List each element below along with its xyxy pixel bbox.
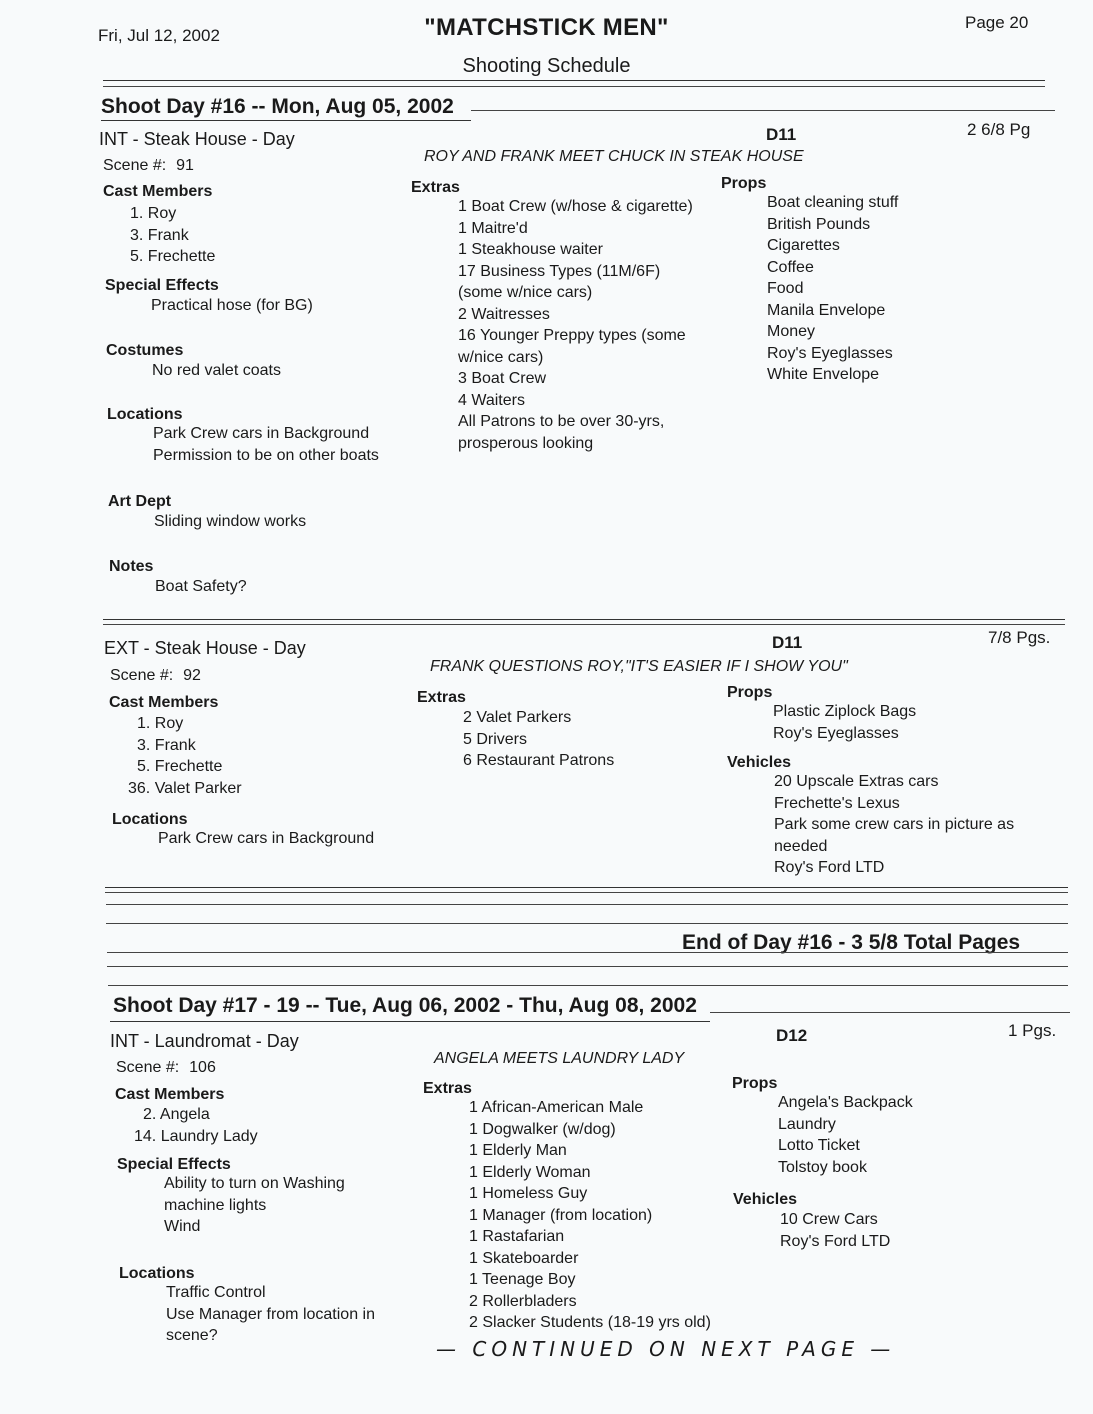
list-item: 36. Valet Parker [128,779,242,797]
list-item: Wind [164,1218,201,1235]
list-item: 5. Frechette [137,758,223,775]
list-item: Traffic Control [166,1284,266,1301]
divider [105,887,1068,888]
list-item: No red valet coats [152,362,281,379]
page-count: 1 Pgs. [1008,1021,1057,1040]
list-item: Laundry [778,1115,836,1133]
vehicles-list [774,771,1014,879]
scene-synopsis: ANGELA MEETS LAUNDRY LADY [434,1050,685,1067]
list-item: Park some crew cars in picture as [774,816,1015,833]
list-item: 4 Waiters [458,391,525,409]
scene-number-row [116,1059,216,1077]
costumes-list [152,360,281,382]
day-code: D11 [772,633,803,652]
list-item: 3. Frank [130,226,189,244]
list-item: Roy's Ford LTD [780,1232,891,1250]
list-item: Tolstoy book [778,1158,867,1176]
list-item: Use Manager from location in [166,1305,375,1323]
list-item: Angela's Backpack [778,1094,913,1111]
page-count: 7/8 Pgs. [988,628,1051,647]
divider [110,1021,710,1022]
vehicles-label: Vehicles [727,754,792,771]
list-item: Cigarettes [767,237,840,254]
list-item: 1. Roy [137,715,184,732]
locations-list [158,828,374,850]
list-item: 1 Maitre'd [458,219,528,237]
divider [108,985,1068,986]
list-item: 1. Roy [130,205,177,222]
vehicles-list [780,1209,890,1252]
scene-number-row [103,157,194,175]
list-item: Coffee [767,258,814,276]
list-item: needed [774,837,828,855]
list-item: (some w/nice cars) [458,284,593,301]
list-item: 3. Frank [137,736,196,754]
notes-list [155,576,247,598]
props-list [778,1092,913,1178]
special-effects-list [151,295,313,317]
list-item: 1 Dogwalker (w/dog) [469,1120,616,1138]
page-number: Page 20 [965,13,1029,32]
list-item: 2 Slacker Students (18-19 yrs old) [469,1314,711,1331]
scene-number-row [110,667,201,685]
document-subtitle: Shooting Schedule [462,55,631,77]
list-item: Lotto Ticket [778,1137,860,1154]
list-item: 20 Upscale Extras cars [774,773,939,790]
list-item: Boat cleaning stuff [767,194,899,211]
list-item: 14. Laundry Lady [134,1127,258,1145]
cast-list [130,203,215,268]
list-item: Park Crew cars in Background [158,830,375,847]
list-item: Plastic Ziplock Bags [773,703,917,720]
list-item: Boat Safety? [155,578,247,595]
divider [106,904,1068,905]
list-item: 1 Boat Crew (w/hose & cigarette) [458,198,693,215]
cast-list [128,713,242,799]
list-item: Manila Envelope [767,301,886,319]
divider [106,923,1068,924]
extras-label: Extras [417,689,466,706]
list-item: 3 Boat Crew [458,370,547,387]
list-item: 10 Crew Cars [780,1211,878,1228]
props-list [767,192,898,386]
cast-list [134,1104,258,1147]
day-code: D11 [766,125,797,144]
locations-label: Locations [112,811,188,828]
scene-label: Scene #: [116,1059,180,1076]
divider [101,120,471,121]
list-item: 2 Valet Parkers [463,709,572,726]
list-item: Money [767,323,816,340]
scene-synopsis: FRANK QUESTIONS ROY,"IT'S EASIER IF I SHOW YOU" [430,658,848,675]
divider [105,892,1068,893]
scene-synopsis: ROY AND FRANK MEET CHUCK IN STEAK HOUSE [424,148,804,165]
scene-setting: INT - Laundromat - Day [110,1031,299,1051]
list-item: 1 Rastafarian [469,1228,565,1245]
props-label: Props [727,684,773,701]
scene-number: 91 [176,157,194,174]
scene-setting: EXT - Steak House - Day [104,638,306,658]
divider [471,110,1055,111]
shoot-day-heading: Shoot Day #16 -- Mon, Aug 05, 2002 [101,95,454,118]
list-item: 1 Elderly Man [469,1142,567,1159]
list-item: Park Crew cars in Background [153,425,370,442]
list-item: prosperous looking [458,434,594,452]
divider [710,1012,1070,1013]
list-item: 1 Skateboarder [469,1249,579,1267]
list-item: 6 Restaurant Patrons [463,752,615,769]
cast-label: Cast Members [109,694,219,711]
list-item: 5. Frechette [130,248,216,265]
list-item: scene? [166,1327,218,1344]
list-item: w/nice cars) [458,348,544,366]
shoot-day-heading: Shoot Day #17 - 19 -- Tue, Aug 06, 2002 - Thu, Aug 08, 2002 [113,994,697,1017]
divider [107,952,1068,953]
list-item: Roy's Eyeglasses [767,344,893,362]
locations-list [166,1282,375,1347]
locations-list [153,423,379,466]
list-item: 5 Drivers [463,730,528,748]
list-item: 1 Steakhouse waiter [458,241,603,258]
divider [103,619,1065,620]
special-effects-label: Special Effects [105,277,219,294]
list-item: Sliding window works [154,513,307,530]
header-date: Fri, Jul 12, 2002 [98,26,220,45]
list-item: 17 Business Types (11M/6F) [458,262,661,280]
cast-label: Cast Members [103,183,213,200]
extras-list [458,196,693,454]
list-item: 1 Manager (from location) [469,1206,653,1224]
list-item: British Pounds [767,215,871,233]
scene-number: 92 [183,667,201,684]
list-item: Permission to be on other boats [153,446,379,464]
list-item: machine lights [164,1196,267,1214]
cast-label: Cast Members [115,1086,225,1103]
list-item: 1 African-American Male [469,1099,644,1116]
locations-label: Locations [119,1265,195,1282]
page-count: 2 6/8 Pg [967,120,1031,139]
end-of-day-summary: End of Day #16 - 3 5/8 Total Pages [682,931,1021,954]
divider [103,624,1065,625]
list-item: Roy's Ford LTD [774,859,885,876]
list-item: 1 Homeless Guy [469,1185,588,1202]
handwritten-continued-note: — CONTINUED ON NEXT PAGE — [436,1337,896,1361]
scene-number: 106 [189,1059,216,1076]
divider [107,966,1068,967]
list-item: All Patrons to be over 30-yrs, [458,413,665,430]
list-item: Food [767,280,804,297]
extras-label: Extras [423,1080,472,1097]
extras-list [463,707,614,772]
divider [103,86,1045,87]
list-item: 1 Elderly Woman [469,1163,591,1181]
list-item: 16 Younger Preppy types (some [458,327,686,344]
locations-label: Locations [107,406,183,423]
special-effects-label: Special Effects [117,1156,231,1173]
extras-label: Extras [411,179,460,196]
vehicles-label: Vehicles [733,1191,798,1208]
day-code: D12 [776,1026,808,1045]
art-dept-label: Art Dept [108,493,172,510]
divider [103,80,1045,81]
list-item: Roy's Eyeglasses [773,724,899,742]
list-item: Practical hose (for BG) [151,297,313,314]
props-list [773,701,916,744]
scene-setting: INT - Steak House - Day [99,129,295,149]
special-effects-list [164,1173,345,1238]
list-item: 2 Waitresses [458,305,550,323]
list-item: 2. Angela [143,1106,210,1123]
extras-list [469,1097,711,1334]
costumes-label: Costumes [106,342,184,359]
list-item: 1 Teenage Boy [469,1271,576,1288]
scene-label: Scene #: [103,157,167,174]
list-item: Ability to turn on Washing [164,1175,345,1192]
art-dept-list [154,511,306,533]
document-title: "MATCHSTICK MEN" [424,14,669,41]
props-label: Props [732,1075,778,1092]
props-label: Props [721,175,767,192]
notes-label: Notes [109,558,154,575]
list-item: 2 Rollerbladers [469,1292,577,1310]
list-item: Frechette's Lexus [774,794,900,812]
scene-label: Scene #: [110,667,174,684]
list-item: White Envelope [767,366,880,383]
